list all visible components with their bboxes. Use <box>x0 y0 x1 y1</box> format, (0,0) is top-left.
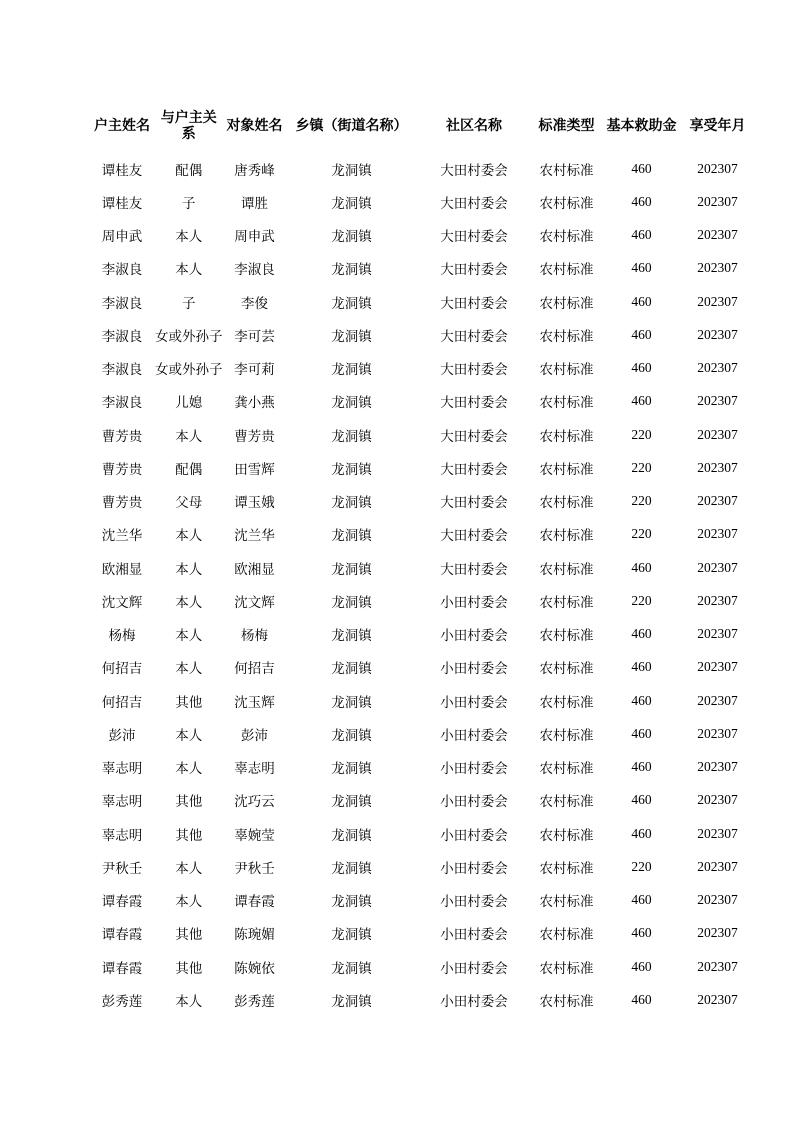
standard-type-cell: 农村标准 <box>539 594 594 611</box>
township-cell: 龙洞镇 <box>331 761 372 778</box>
household-head-cell: 何招吉 <box>101 694 143 711</box>
township-cell: 龙洞镇 <box>331 727 372 744</box>
table-row <box>89 717 754 750</box>
standard-type-cell: 农村标准 <box>539 794 594 811</box>
standard-type-cell: 农村标准 <box>539 328 594 345</box>
basic-aid-cell: 460 <box>631 759 652 775</box>
table-row <box>89 584 754 617</box>
recipient-name-cell: 田雪辉 <box>234 461 275 478</box>
recipient-name-cell: 唐秀峰 <box>234 162 275 179</box>
community-cell: 小田村委会 <box>440 894 508 911</box>
relation-cell: 女或外孙子 <box>155 362 223 379</box>
year-month-cell: 202307 <box>697 659 738 675</box>
township-cell: 龙洞镇 <box>331 395 372 412</box>
relation-cell: 其他 <box>175 927 203 944</box>
year-month-cell: 202307 <box>697 526 738 542</box>
basic-aid-cell: 460 <box>631 659 652 675</box>
year-month-cell: 202307 <box>697 559 738 575</box>
aid-recipient-table <box>89 100 754 1017</box>
basic-aid-cell: 460 <box>631 958 652 974</box>
community-cell: 大田村委会 <box>440 162 508 179</box>
relation-cell: 本人 <box>175 229 203 246</box>
table-row <box>89 285 754 318</box>
year-month-cell: 202307 <box>697 759 738 775</box>
standard-type-cell: 农村标准 <box>539 229 594 246</box>
recipient-name-cell: 曹芳贵 <box>234 428 275 445</box>
standard-type-cell: 农村标准 <box>539 860 594 877</box>
table-row <box>89 352 754 385</box>
township-cell: 龙洞镇 <box>331 328 372 345</box>
standard-type-cell: 农村标准 <box>539 495 594 512</box>
relation-cell: 本人 <box>175 661 203 678</box>
relation-cell: 本人 <box>175 993 203 1010</box>
standard-type-cell: 农村标准 <box>539 993 594 1010</box>
basic-aid-cell: 220 <box>631 426 652 442</box>
household-head-cell: 杨梅 <box>108 628 136 645</box>
basic-aid-cell: 460 <box>631 160 652 176</box>
household-head-cell: 李淑良 <box>101 295 143 312</box>
recipient-name-cell: 李俊 <box>241 295 268 312</box>
household-head-cell: 辜志明 <box>101 794 143 811</box>
year-month-cell: 202307 <box>697 858 738 874</box>
year-month-cell: 202307 <box>697 160 738 176</box>
basic-aid-cell: 460 <box>631 393 652 409</box>
household-head-cell: 谭春霞 <box>101 927 143 944</box>
year-month-cell: 202307 <box>697 193 738 209</box>
basic-aid-cell: 220 <box>631 459 652 475</box>
relation-cell: 本人 <box>175 262 203 279</box>
community-cell: 大田村委会 <box>440 328 508 345</box>
household-head-cell: 李淑良 <box>101 262 143 279</box>
relation-cell: 配偶 <box>175 461 203 478</box>
relation-cell: 本人 <box>175 594 203 611</box>
table-row <box>89 917 754 950</box>
basic-aid-cell: 460 <box>631 925 652 941</box>
table-header-row <box>89 100 754 152</box>
township-cell: 龙洞镇 <box>331 461 372 478</box>
basic-aid-cell: 460 <box>631 293 652 309</box>
standard-type-cell: 农村标准 <box>539 727 594 744</box>
household-head-cell: 谭桂友 <box>101 162 143 179</box>
table-row <box>89 784 754 817</box>
table-row <box>89 185 754 218</box>
relation-cell: 本人 <box>175 860 203 877</box>
recipient-name-cell: 李可莉 <box>234 362 275 379</box>
household-head-cell: 尹秋壬 <box>101 860 143 877</box>
recipient-name-cell: 杨梅 <box>241 628 268 645</box>
year-month-cell: 202307 <box>697 991 738 1007</box>
recipient-name-cell: 彭秀莲 <box>234 993 275 1010</box>
household-head-cell: 李淑良 <box>101 395 143 412</box>
recipient-name-cell: 谭胜 <box>241 195 268 212</box>
community-cell: 小田村委会 <box>440 661 508 678</box>
community-cell: 大田村委会 <box>440 495 508 512</box>
community-cell: 小田村委会 <box>440 927 508 944</box>
household-head-cell: 彭沛 <box>108 727 136 744</box>
standard-type-cell: 农村标准 <box>539 461 594 478</box>
standard-type-cell: 农村标准 <box>539 362 594 379</box>
community-cell: 大田村委会 <box>440 395 508 412</box>
community-cell: 小田村委会 <box>440 794 508 811</box>
community-cell: 小田村委会 <box>440 761 508 778</box>
township-cell: 龙洞镇 <box>331 362 372 379</box>
relation-cell: 本人 <box>175 761 203 778</box>
basic-aid-cell: 460 <box>631 825 652 841</box>
township-cell: 龙洞镇 <box>331 495 372 512</box>
relation-cell: 女或外孙子 <box>155 328 223 345</box>
year-month-cell: 202307 <box>697 493 738 509</box>
standard-type-cell: 农村标准 <box>539 528 594 545</box>
year-month-cell: 202307 <box>697 227 738 243</box>
recipient-name-cell: 尹秋壬 <box>234 860 275 877</box>
basic-aid-cell: 460 <box>631 260 652 276</box>
relation-cell: 本人 <box>175 727 203 744</box>
community-cell: 小田村委会 <box>440 993 508 1010</box>
relation-cell: 本人 <box>175 561 203 578</box>
relation-cell: 本人 <box>175 428 203 445</box>
household-head-cell: 曹芳贵 <box>101 428 143 445</box>
township-cell: 龙洞镇 <box>331 295 372 312</box>
community-cell: 小田村委会 <box>440 827 508 844</box>
household-head-cell: 沈文辉 <box>101 594 143 611</box>
community-cell: 小田村委会 <box>440 727 508 744</box>
township-cell: 龙洞镇 <box>331 993 372 1010</box>
table-row <box>89 651 754 684</box>
standard-type-cell: 农村标准 <box>539 162 594 179</box>
table-row <box>89 817 754 850</box>
recipient-name-cell: 沈兰华 <box>234 528 275 545</box>
table-row <box>89 884 754 917</box>
table-row <box>89 950 754 983</box>
community-cell: 大田村委会 <box>440 262 508 279</box>
table-row <box>89 618 754 651</box>
basic-aid-cell: 220 <box>631 592 652 608</box>
recipient-name-cell: 谭春霞 <box>234 894 275 911</box>
recipient-name-cell: 欧湘显 <box>234 561 275 578</box>
household-head-cell: 谭春霞 <box>101 960 143 977</box>
basic-aid-cell: 220 <box>631 493 652 509</box>
basic-aid-cell: 460 <box>631 892 652 908</box>
relation-cell: 其他 <box>175 960 203 977</box>
basic-aid-cell: 460 <box>631 692 652 708</box>
recipient-name-cell: 沈文辉 <box>234 594 275 611</box>
year-month-cell: 202307 <box>697 892 738 908</box>
table-row <box>89 983 754 1016</box>
table-row <box>89 152 754 185</box>
year-month-cell: 202307 <box>697 825 738 841</box>
basic-aid-cell: 460 <box>631 326 652 342</box>
household-head-cell: 辜志明 <box>101 761 143 778</box>
recipient-name-cell: 沈玉辉 <box>234 694 275 711</box>
table-row <box>89 252 754 285</box>
community-cell: 大田村委会 <box>440 295 508 312</box>
standard-type-cell: 农村标准 <box>539 395 594 412</box>
year-month-cell: 202307 <box>697 393 738 409</box>
header-relation: 与户主关系 <box>160 110 217 142</box>
household-head-cell: 欧湘显 <box>101 561 143 578</box>
township-cell: 龙洞镇 <box>331 262 372 279</box>
household-head-cell: 曹芳贵 <box>101 461 143 478</box>
table-row <box>89 751 754 784</box>
township-cell: 龙洞镇 <box>331 561 372 578</box>
township-cell: 龙洞镇 <box>331 628 372 645</box>
year-month-cell: 202307 <box>697 958 738 974</box>
table-row <box>89 551 754 584</box>
basic-aid-cell: 460 <box>631 193 652 209</box>
recipient-name-cell: 沈巧云 <box>234 794 275 811</box>
household-head-cell: 谭春霞 <box>101 894 143 911</box>
year-month-cell: 202307 <box>697 792 738 808</box>
relation-cell: 其他 <box>175 827 203 844</box>
household-head-cell: 沈兰华 <box>101 528 143 545</box>
table-row <box>89 385 754 418</box>
table-row <box>89 518 754 551</box>
relation-cell: 本人 <box>175 528 203 545</box>
table-row <box>89 850 754 883</box>
township-cell: 龙洞镇 <box>331 195 372 212</box>
household-head-cell: 李淑良 <box>101 362 143 379</box>
table-row <box>89 219 754 252</box>
year-month-cell: 202307 <box>697 626 738 642</box>
basic-aid-cell: 460 <box>631 360 652 376</box>
header-basic-aid: 基本救助金 <box>606 118 677 134</box>
standard-type-cell: 农村标准 <box>539 927 594 944</box>
basic-aid-cell: 460 <box>631 559 652 575</box>
township-cell: 龙洞镇 <box>331 428 372 445</box>
community-cell: 大田村委会 <box>440 428 508 445</box>
header-household-head: 户主姓名 <box>94 118 150 134</box>
relation-cell: 子 <box>182 295 196 312</box>
year-month-cell: 202307 <box>697 293 738 309</box>
basic-aid-cell: 460 <box>631 227 652 243</box>
household-head-cell: 辜志明 <box>101 827 143 844</box>
standard-type-cell: 农村标准 <box>539 628 594 645</box>
year-month-cell: 202307 <box>697 592 738 608</box>
year-month-cell: 202307 <box>697 326 738 342</box>
township-cell: 龙洞镇 <box>331 229 372 246</box>
year-month-cell: 202307 <box>697 459 738 475</box>
recipient-name-cell: 李可芸 <box>234 328 275 345</box>
recipient-name-cell: 辜婉莹 <box>234 827 275 844</box>
township-cell: 龙洞镇 <box>331 827 372 844</box>
year-month-cell: 202307 <box>697 426 738 442</box>
header-recipient-name: 对象姓名 <box>226 118 283 134</box>
relation-cell: 本人 <box>175 894 203 911</box>
household-head-cell: 谭桂友 <box>101 195 143 212</box>
standard-type-cell: 农村标准 <box>539 827 594 844</box>
recipient-name-cell: 谭玉娥 <box>234 495 275 512</box>
relation-cell: 子 <box>182 195 196 212</box>
basic-aid-cell: 460 <box>631 626 652 642</box>
header-year-month: 享受年月 <box>689 118 746 134</box>
recipient-name-cell: 何招吉 <box>234 661 275 678</box>
community-cell: 小田村委会 <box>440 860 508 877</box>
standard-type-cell: 农村标准 <box>539 761 594 778</box>
household-head-cell: 李淑良 <box>101 328 143 345</box>
table-row <box>89 451 754 484</box>
standard-type-cell: 农村标准 <box>539 295 594 312</box>
community-cell: 小田村委会 <box>440 960 508 977</box>
standard-type-cell: 农村标准 <box>539 561 594 578</box>
township-cell: 龙洞镇 <box>331 162 372 179</box>
relation-cell: 本人 <box>175 628 203 645</box>
table-row <box>89 418 754 451</box>
community-cell: 大田村委会 <box>440 461 508 478</box>
recipient-name-cell: 陈婉依 <box>234 960 275 977</box>
township-cell: 龙洞镇 <box>331 594 372 611</box>
standard-type-cell: 农村标准 <box>539 661 594 678</box>
year-month-cell: 202307 <box>697 725 738 741</box>
community-cell: 大田村委会 <box>440 195 508 212</box>
standard-type-cell: 农村标准 <box>539 195 594 212</box>
header-township: 乡镇（街道名称） <box>295 118 408 134</box>
standard-type-cell: 农村标准 <box>539 894 594 911</box>
recipient-name-cell: 周申武 <box>234 229 275 246</box>
standard-type-cell: 农村标准 <box>539 694 594 711</box>
relation-cell: 其他 <box>175 794 203 811</box>
header-community: 社区名称 <box>446 118 502 134</box>
year-month-cell: 202307 <box>697 925 738 941</box>
township-cell: 龙洞镇 <box>331 960 372 977</box>
recipient-name-cell: 辜志明 <box>234 761 275 778</box>
township-cell: 龙洞镇 <box>331 894 372 911</box>
basic-aid-cell: 460 <box>631 725 652 741</box>
relation-cell: 其他 <box>175 694 203 711</box>
table-row <box>89 318 754 351</box>
recipient-name-cell: 李淑良 <box>234 262 275 279</box>
household-head-cell: 何招吉 <box>101 661 143 678</box>
household-head-cell: 彭秀莲 <box>101 993 143 1010</box>
year-month-cell: 202307 <box>697 260 738 276</box>
table-row <box>89 684 754 717</box>
township-cell: 龙洞镇 <box>331 860 372 877</box>
township-cell: 龙洞镇 <box>331 927 372 944</box>
basic-aid-cell: 220 <box>631 526 652 542</box>
table-row <box>89 485 754 518</box>
township-cell: 龙洞镇 <box>331 661 372 678</box>
township-cell: 龙洞镇 <box>331 528 372 545</box>
household-head-cell: 曹芳贵 <box>101 495 143 512</box>
relation-cell: 父母 <box>175 495 203 512</box>
year-month-cell: 202307 <box>697 692 738 708</box>
township-cell: 龙洞镇 <box>331 794 372 811</box>
standard-type-cell: 农村标准 <box>539 960 594 977</box>
basic-aid-cell: 460 <box>631 792 652 808</box>
recipient-name-cell: 彭沛 <box>241 727 268 744</box>
community-cell: 大田村委会 <box>440 362 508 379</box>
standard-type-cell: 农村标准 <box>539 428 594 445</box>
community-cell: 大田村委会 <box>440 229 508 246</box>
recipient-name-cell: 陈琬媚 <box>234 927 275 944</box>
township-cell: 龙洞镇 <box>331 694 372 711</box>
relation-cell: 儿媳 <box>175 395 203 412</box>
community-cell: 小田村委会 <box>440 594 508 611</box>
community-cell: 大田村委会 <box>440 528 508 545</box>
standard-type-cell: 农村标准 <box>539 262 594 279</box>
recipient-name-cell: 龚小燕 <box>234 395 275 412</box>
community-cell: 小田村委会 <box>440 628 508 645</box>
community-cell: 大田村委会 <box>440 561 508 578</box>
basic-aid-cell: 220 <box>631 858 652 874</box>
household-head-cell: 周申武 <box>101 229 143 246</box>
community-cell: 小田村委会 <box>440 694 508 711</box>
year-month-cell: 202307 <box>697 360 738 376</box>
relation-cell: 配偶 <box>175 162 203 179</box>
basic-aid-cell: 460 <box>631 991 652 1007</box>
header-standard-type: 标准类型 <box>538 118 595 134</box>
